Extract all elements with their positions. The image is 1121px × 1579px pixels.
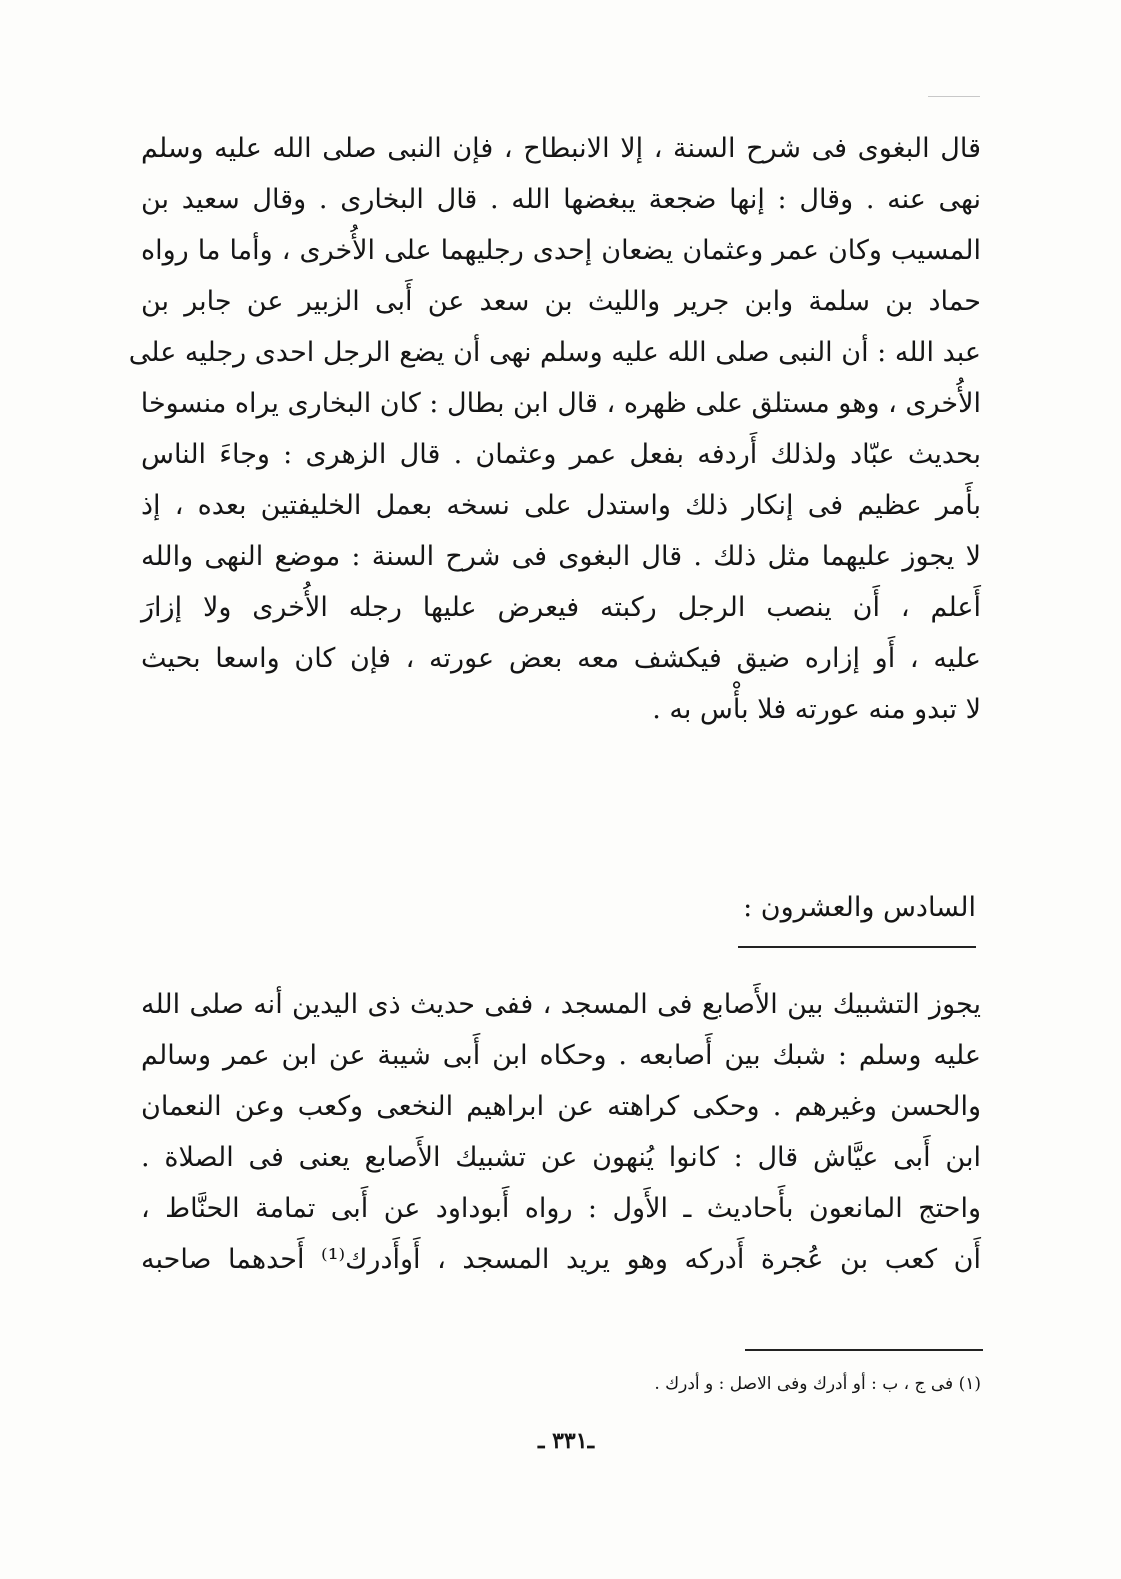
paragraph-line: عبد الله : أن النبى صلى الله عليه وسلم نهى أن يضع الرجل احدى رجليه على xyxy=(128,337,981,368)
paragraph-line: عليه وسلم : شبك بين أَصابعه . وحكاه ابن أَبى شيبة عن ابن عمر وسالم xyxy=(141,1040,981,1071)
page-number: ـ٣٣١ ـ xyxy=(538,1428,595,1454)
paragraph-line: لا يجوز عليهما مثل ذلك . قال البغوى فى شرح السنة : موضع النهى والله xyxy=(141,541,981,572)
paragraph-line: واحتج المانعون بأَحاديث ـ الأَول : رواه أَبوداود عن أَبى تمامة الحنَّاط ، xyxy=(141,1193,981,1224)
paragraph-line: لا تبدو منه عورته فلا بأْس به . xyxy=(652,694,981,725)
paragraph-line: بحديث عبّاد ولذلك أَردفه بفعل عمر وعثمان . قال الزهرى : وجاءَ الناس xyxy=(141,439,981,470)
heading-underline xyxy=(738,946,976,948)
paragraph-line: أَن كعب بن عُجرة أَدركه وهو يريد المسجد ، أَوأَدرك⁽¹⁾ أَحدهما صاحبه xyxy=(141,1244,981,1275)
paragraph-line: نهى عنه . وقال : إنها ضجعة يبغضها الله . قال البخارى . وقال سعيد بن xyxy=(141,184,981,215)
paragraph-line: بأَمر عظيم فى إنكار ذلك واستدل على نسخه بعمل الخليفتين بعده ، إذ xyxy=(141,490,981,521)
paragraph-line: والحسن وغيرهم . وحكى كراهته عن ابراهيم النخعى وكعب وعن النعمان xyxy=(141,1091,981,1122)
top-divider xyxy=(928,96,980,97)
paragraph-line: ابن أَبى عيَّاش قال : كانوا يُنهون عن تشبيك الأَصابع يعنى فى الصلاة . xyxy=(141,1142,981,1173)
footnote: (١) فى ج ، ب : أو أدرك وفى الاصل : و أدرك . xyxy=(654,1374,981,1394)
section-heading: السادس والعشرون : xyxy=(743,892,976,923)
paragraph-line: أَعلم ، أَن ينصب الرجل ركبته فيعرض عليها رجله الأُخرى ولا إزارَ xyxy=(141,592,981,623)
paragraph-line: الأُخرى ، وهو مستلق على ظهره ، قال ابن بطال : كان البخارى يراه منسوخا xyxy=(140,388,981,419)
footnote-divider xyxy=(745,1349,983,1351)
paragraph-line: المسيب وكان عمر وعثمان يضعان إحدى رجليهما على الأُخرى ، وأما ما رواه xyxy=(141,235,981,266)
paragraph-line: عليه ، أَو إزاره ضيق فيكشف معه بعض عورته ، فإن كان واسعا بحيث xyxy=(141,643,981,674)
paragraph-line: يجوز التشبيك بين الأَصابع فى المسجد ، ففى حديث ذى اليدين أنه صلى الله xyxy=(141,989,981,1020)
paragraph-line: حماد بن سلمة وابن جرير والليث بن سعد عن أَبى الزبير عن جابر بن xyxy=(141,286,981,317)
paragraph-line: قال البغوى فى شرح السنة ، إلا الانبطاح ، فإن النبى صلى الله عليه وسلم xyxy=(141,133,981,164)
